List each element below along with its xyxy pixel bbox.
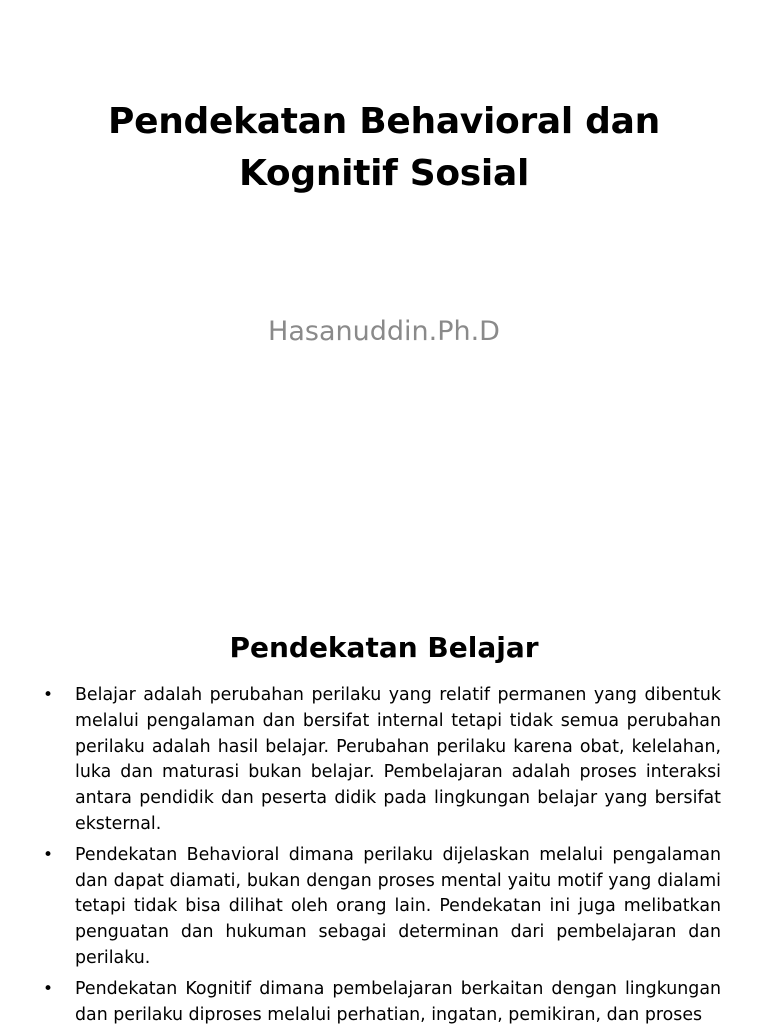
list-item [0, 683, 768, 838]
bullet-text: Pendekatan Behavioral dimana perilaku dijelaskan melalui pengalaman dan dapat diamati, bukan dengan proses mental yaitu motif yang dialami tetapi tidak bisa dilihat oleh orang lain. Pendekatan ini juga melibatkan penguatan dan hukuman sebagai determinan dari pembelajaran dan perilaku. [75, 844, 721, 968]
bullet-list [0, 683, 768, 1024]
slide-title: Pendekatan Belajar [229, 631, 539, 664]
bullet-text: Belajar adalah perubahan perilaku yang relatif permanen yang dibentuk melalui pengalaman dan bersifat internal tetapi tidak semua perubahan perilaku adalah hasil belajar. Perubahan perilaku karena obat, kelelahan, luka dan maturasi bukan belajar. Pembelajaran adalah proses interaksi antara pendidik dan peserta didik pada lingkungan belajar yang bersifat eksternal. [75, 685, 721, 834]
bullet-text: Pendekatan Kognitif dimana pembelajaran berkaitan dengan lingkungan dan perilaku diproses melalui perhatian, ingatan, pemikiran, dan proses [75, 978, 721, 1024]
title-line-2: Kognitif Sosial [238, 153, 530, 194]
bullet-icon: • [43, 685, 54, 705]
bullet-icon: • [43, 844, 54, 865]
author-name: Hasanuddin.Ph.D [268, 316, 500, 347]
list-item [0, 843, 768, 972]
bullet-icon: • [43, 978, 54, 999]
presentation-title [60, 96, 708, 200]
title-line-1: Pendekatan Behavioral dan [108, 101, 660, 142]
list-item [0, 977, 768, 1024]
content-slide [0, 576, 768, 1024]
